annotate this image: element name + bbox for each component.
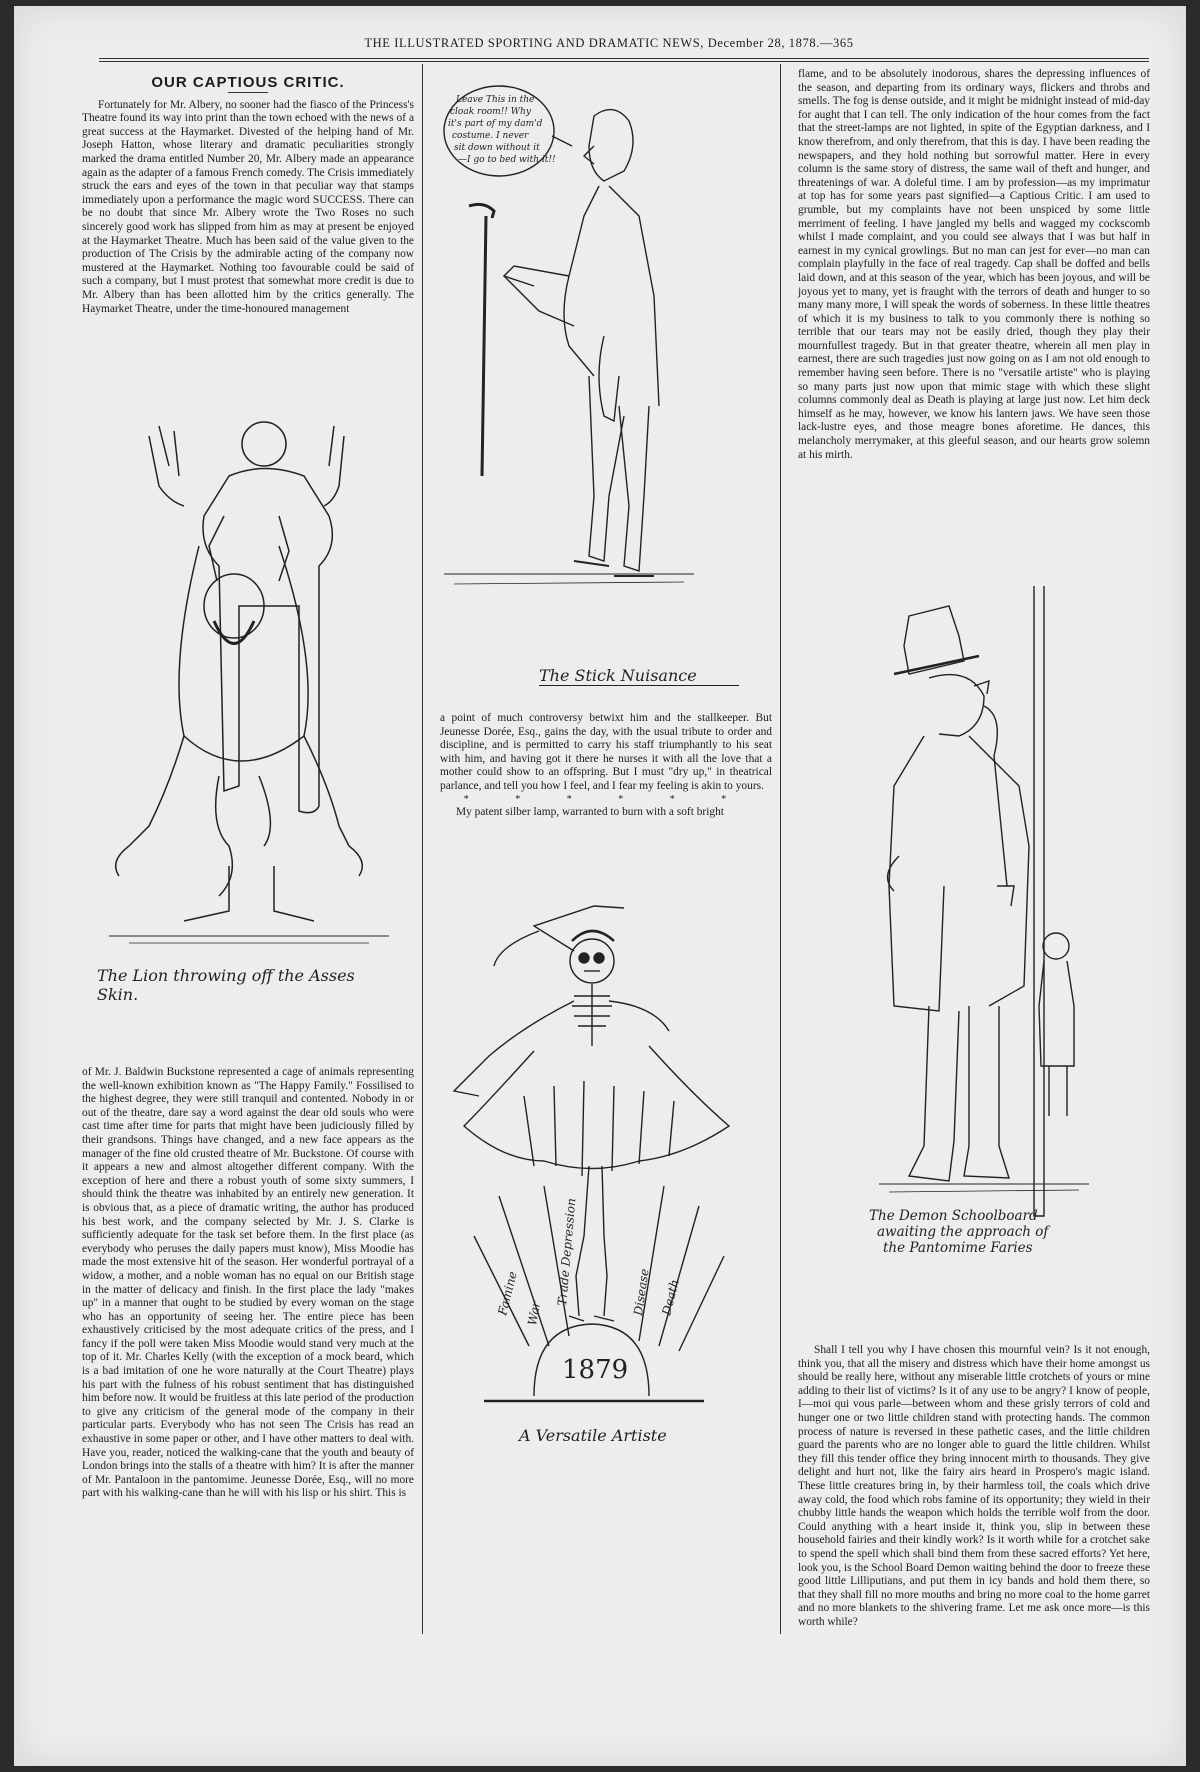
- bubble-line-1: Leave This in the: [456, 95, 535, 105]
- artiste-caption: A Versatile Artiste: [519, 1426, 667, 1445]
- demon-caption: [869, 1208, 1139, 1256]
- lion-caption: The Lion throwing off the Asses Skin.: [97, 966, 355, 1004]
- demon-caption-line-3: the Pantomime Faries: [883, 1240, 1033, 1256]
- illustration-stick: [444, 76, 774, 696]
- top-rule: [99, 58, 1149, 59]
- bubble-line-6: —I go to bed with it!!: [458, 155, 556, 165]
- illustration-artiste: [444, 896, 774, 1636]
- article-paragraph: My patent silber lamp, warranted to burn with a soft bright: [456, 805, 724, 818]
- bubble-line-4: costume. I never: [452, 131, 529, 141]
- demon-caption-line-1: The Demon Schoolboard: [869, 1208, 1038, 1224]
- demon-drawing: [869, 586, 1144, 1296]
- top-rule-double: [99, 61, 1149, 62]
- lion-drawing: [89, 406, 409, 1016]
- article-paragraph: flame, and to be absolutely inodorous, shares the depressing influences of the season, and departing from its ordinary ways, flickers and throbs and smells. The fog is dense outside, and it might be midnight instead of mid-day for aught that I can tell. The only indication of the hour comes from the fact that the street-lamps are not lighted, in spite of the Egyptian darkness, and I know therefrom, and only therefrom, that this is day. I have been reading the newspapers, and they hold nothing but sorrowful matter. Here in every column is the same story of distress, the same wail of theft and hunger, and threatenings of war. A doleful time. I am by profession—as my imprimatur at top has for some years past signified—a Captious Critic. I am used to grumble, but my complaints have not been unspiced by some little merriment of feeling. I have jangled my bells and wagged my cockscomb whilst I made complaint, and you could see always that I was but half in earnest in my cynical growlings. But no man can jest for ever—no man can complain playfully in the face of real tragedy. Cap shall be doffed and bells laid down, and at this season of the year, which has been joyous, and will be joyous yet to many, yet is fraught with the terrors of death and hunger to so many many more, I will speak the words of soberness. In these little theatres of which it is my business to talk to you commonly there is nothing so terrible that our tears may not be easily dried, though they play their mournfullest tragedy. But in that greater theatre, wherein all men play in earnest, there are such tragedies just now going on as I am not old enough to remember having seen before. There is no "versatile artiste" who is playing so many parts just now upon that mimic stage with which these slight columns commonly deal as Death is playing at large just now. Let him deck himself as he may, however, we know his lantern jaws. We have seen those lack-lustre eyes, and those meagre bones aforetime. He dances, this melancholy merrymaker, at this gleeful season, and our hearts grow solemn at his mirth.: [798, 68, 1150, 461]
- demon-caption-line-2: awaiting the approach of: [877, 1224, 1049, 1240]
- column-3-bottom: [798, 1344, 1150, 1629]
- column-1-bottom: [82, 1066, 414, 1501]
- article-paragraph: Shall I tell you why I have chosen this mournful vein? Is it not enough, think you, that all the misery and distress which have their home amongst us should be really here, without any miserable little crotchets of yours or mine adding to their list of victims? Is it of any use to be angry? I know of people, I—moi qui vous parle—between whom and these grisly terrors of cold and hunger one or two little children stand with protecting hands. The common process of nature is reversed in these pathetic cases, and the little children guard the parents who are no longer able to guard the little children. Whilst they fill this tender office they bring innocent mirth to thousands. They give delight and hurt not, like the fairy airs heard in Prospero's magic island. These little creatures bring in, by their harmless toil, the coals which drive away cold, the food which robs famine of its opportunity; they wield in their chubby little hands the weapon which holds the terrible wolf from the door. Could anything with a heart inside it, think you, slip in between these household fairies and their kindly work? Is it worth while for a crotchet sake to spend the spell which shall bind them from these sacred efforts? Yet here, look you, is the School Board Demon waiting behind the door to freeze these good little Lilliputians, and put them in icy bands and hold them there, so that they shall fill no more mouths and bring no more coal to the home garret and no more blankets to the shivering frame. Let me ask once more—is this worth while?: [798, 1344, 1150, 1628]
- ray-label-death: Death: [659, 1277, 682, 1317]
- masthead: THE ILLUSTRATED SPORTING AND DRAMATIC NEWS, December 28, 1878.—365: [364, 36, 854, 50]
- column-2-text: [440, 712, 772, 819]
- article-paragraph: Fortunately for Mr. Albery, no sooner had the fiasco of the Princess's Theatre found its way into print than the town echoed with the news of a great success at the Haymarket. Divested of the helping hand of Mr. Joseph Hatton, whose literary and dramatic peculiarities strongly marked the drama entitled Number 20, Mr. Albery made an appearance again as the adapter of a famous French comedy. The Crisis immediately struck the ears and eyes of the town in that peculiar way that stamps immediately upon a performance the magic word SUCCESS. There can be no doubt that since Mr. Albery wrote the Two Roses no such sincerely good work has slipped from him as may at present be enjoyed at the Haymarket Theatre. Much has been said of the value given to the production of The Crisis by the admirable acting of the company now mustered at the Haymarket. Nothing too favourable could be said of such a company, but I must protest that somewhat more credit is due to Mr. Albery than has been allotted him by the critics generally. The Haymarket Theatre, under the time-honoured management: [82, 98, 414, 315]
- article-paragraph: of Mr. J. Baldwin Buckstone represented a cage of animals representing the well-known exhibition known as "The Happy Family." Fossilised to the highest degree, they were still tranquil and contented. Nobody in or out of the theatre, dare say a word against the dear old souls who were cast time after time for parts that might have been judiciously filled by their grandsons. Things have changed, and a new face appears as the manager of the fine old crusted theatre of Mr. Buckstone. Of course with it appears a new and almost altogether different company. With the exception of here and there a robust youth of some sixty summers, I should think the theatre was inhabited by an entirely new generation. It is obvious that, as a piece of dramatic writing, the author has produced his best work, and the company selected by Mr. J. S. Clarke is sufficiently adequate for the task set before them. In the first place (as everybody who peruses the daily papers must know), Miss Moodie has made the most extensive hit of the season. Her wonderful portrayal of a widow, a mother, and a noble woman has no equal on our British stage in the matter of delicacy and finish. In the first place the lady "makes up" in a manner that ought to be studied by every woman on the stage who has an opportunity of seeing her. The entire piece has been exhaustively criticised by the most adequate critics of the press, and I fancy if the poll were taken Miss Moodie would stand very much at the top of it. Mr. Charles Kelly (with the exception of a mock beard, which is a bad imitation of one he wore naturally at the Court Theatre) plays his part with the fulness of his robust sentiment that has distinguished him before now. It would be fruitless at this late period of the production to give any criticism of the general mode of the company in their particular parts. Everybody who has not seen The Crisis has read an exhaustive in some paper or other, and I have other matters to deal with. Have you, reader, noticed the walking-cane that the youth and beauty of London brings into the stalls of a theatre with him? It is after the manner of Mr. Pantaloon in the pantomime. Jeunesse Dorée, Esq., will no more part with his walking-cane than he will with his lisp or his shirt. This is: [82, 1066, 414, 1500]
- column-divider-2: [780, 64, 781, 1634]
- stick-drawing: [444, 76, 774, 696]
- bubble-line-5: sit down without it: [454, 143, 540, 153]
- section-break: * * * * * *: [463, 793, 749, 805]
- illustration-lion: [89, 406, 409, 1016]
- article-title: OUR CAPTIOUS CRITIC.: [151, 74, 345, 91]
- bubble-line-3: it's part of my dam'd: [448, 119, 543, 129]
- newspaper-page: [14, 6, 1186, 1766]
- article-paragraph: a point of much controversy betwixt him and the stallkeeper. But Jeunesse Dorée, Esq., gains the day, with the usual tribute to order and discipline, and is permitted to carry his staff triumphantly to his seat with him, and having got it there he nurses it with all the love that a mother could show to an offspring. But I must "dry up," in theatrical parlance, and tell you how I feel, and I fear my feeling is akin to yours.: [440, 712, 772, 792]
- ray-label-disease: Disease: [631, 1267, 652, 1317]
- column-1-top: [82, 76, 414, 316]
- ray-label-war: War: [525, 1300, 544, 1327]
- ray-label-trade: Trade Depression: [555, 1197, 579, 1307]
- title-rule: [228, 92, 268, 93]
- globe-year: 1879: [562, 1355, 629, 1385]
- illustration-demon: [869, 586, 1144, 1296]
- skeleton-drawing: [444, 896, 774, 1636]
- ray-label-famine: Famine: [495, 1269, 520, 1317]
- column-3-top: [798, 68, 1150, 462]
- column-divider-1: [422, 64, 423, 1634]
- stick-caption: The Stick Nuisance: [539, 666, 739, 686]
- bubble-line-2: cloak room!! Why: [450, 107, 531, 117]
